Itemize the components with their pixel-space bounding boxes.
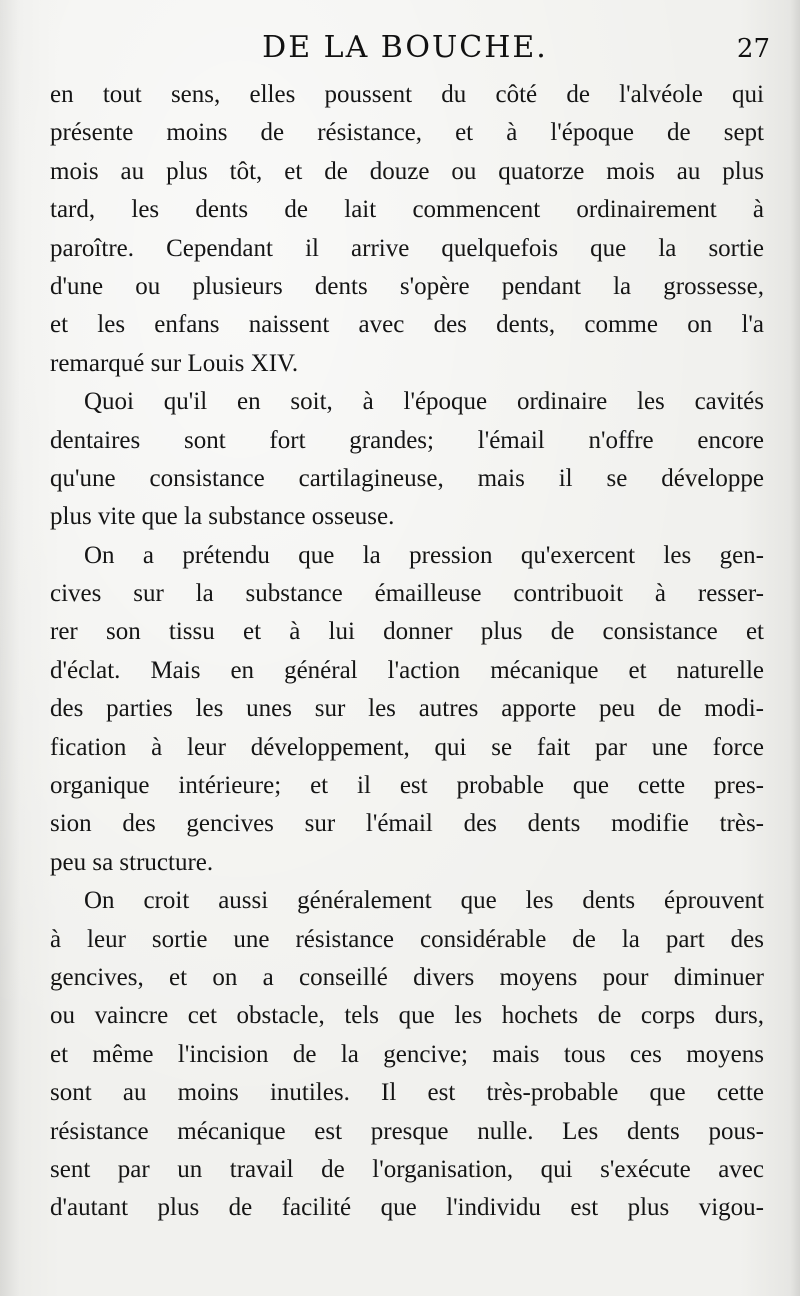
text-line: ou vaincre cet obstacle, tels que les hochets de corps durs, (50, 1002, 764, 1030)
paragraph (50, 383, 764, 537)
text-line: présente moins de résistance, et à l'époque de sept (50, 119, 764, 147)
text-line: d'une ou plusieurs dents s'opère pendant la grossesse, (50, 272, 764, 300)
text-line: peu sa structure. (50, 848, 214, 876)
body-text (50, 76, 764, 1228)
paragraph (50, 537, 764, 883)
text-line: d'éclat. Mais en général l'action mécanique et naturelle (50, 656, 764, 684)
text-line: On croit aussi généralement que les dents éprouvent (84, 887, 764, 915)
text-line: à leur sortie une résistance considérable de la part des (50, 925, 764, 953)
text-line: dentaires sont fort grandes; l'émail n'offre encore (50, 426, 764, 454)
text-line: sent par un travail de l'organisation, qui s'exécute avec (50, 1155, 764, 1183)
text-line: sont au moins inutiles. Il est très-probable que cette (50, 1079, 764, 1107)
text-line: On a prétendu que la pression qu'exercent les gen- (84, 541, 764, 569)
page-number: 27 (736, 34, 770, 64)
text-line: tard, les dents de lait commencent ordinairement à (50, 196, 764, 224)
text-line: des parties les unes sur les autres apporte peu de modi- (50, 695, 764, 723)
text-line: remarqué sur Louis XIV. (50, 349, 299, 377)
text-line: en tout sens, elles poussent du côté de l'alvéole qui (50, 81, 764, 108)
text-line: d'autant plus de facilité que l'individu est plus vigou- (50, 1194, 764, 1222)
paragraph (50, 76, 764, 383)
page-header (40, 30, 770, 74)
text-line: paroître. Cependant il arrive quelquefois que la sortie (50, 234, 764, 262)
text-line: gencives, et on a conseillé divers moyens pour diminuer (50, 963, 764, 991)
text-line: résistance mécanique est presque nulle. Les dents pous- (50, 1117, 764, 1145)
text-line: rer son tissu et à lui donner plus de consistance et (50, 618, 764, 646)
running-title: DE LA BOUCHE. (262, 30, 548, 65)
text-line: fication à leur développement, qui se fait par une force (50, 733, 764, 761)
paragraph (50, 882, 764, 1228)
text-line: plus vite que la substance osseuse. (50, 503, 395, 531)
text-line: et même l'incision de la gencive; mais tous ces moyens (50, 1040, 764, 1068)
text-line: cives sur la substance émailleuse contribuoit à resser- (50, 580, 764, 608)
text-line: organique intérieure; et il est probable que cette pres- (50, 772, 764, 800)
text-line: et les enfans naissent avec des dents, comme on l'a (50, 311, 764, 339)
text-line: qu'une consistance cartilagineuse, mais il se développe (50, 464, 764, 492)
text-line: Quoi qu'il en soit, à l'époque ordinaire les cavités (84, 388, 764, 416)
text-line: mois au plus tôt, et de douze ou quatorze mois au plus (50, 157, 764, 185)
text-line: sion des gencives sur l'émail des dents modifie très- (50, 810, 764, 838)
